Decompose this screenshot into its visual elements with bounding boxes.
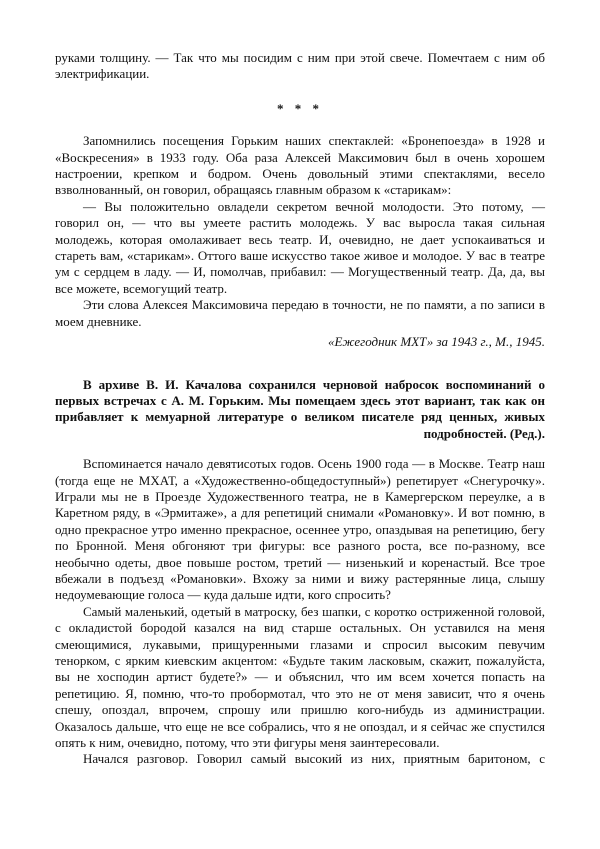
paragraph-diary-note: Эти слова Алексея Максимовича передаю в точности, не по памяти, а по записи в моем дневнике. (55, 297, 545, 329)
paragraph-memoir-beginning: Вспоминается начало девятисотых годов. Осень 1900 года — в Москве. Театр наш (тогда еще не МХАТ, а «Художественно-общедоступный») репетирует «Снегурочку». Играли мы не в Проезде Художественного театра, не в Камергерском переулке, а в Каретном ряду, в «Эрмитаже», а для репетиций снимали «Романовку». И вот помню, в одно прекрасное утро именно прекрасное, осеннее утро, опаздывая на репетицию, бегу по Бронной. Меня обгоняют три фигуры: все разного роста, все по-разному, все необычно одеты, двое повыше ростом, третий — низенький и коренастый. Все трое вбежали в подъезд «Романовки». Вхожу за ними и вижу растерянные лица, слышу недоумевающие голоса — куда дальше идти, кого спросить? (55, 456, 545, 603)
editorial-note: В архиве В. И. Качалова сохранился черновой набросок воспоминаний о первых встречах с А. М. Горьким. Мы помещаем здесь этот вариант, так как он прибавляет к мемуарной литературе о великом писателе ряд ценных, живых подробностей. (Ред.). (55, 376, 545, 441)
source-citation: «Ежегодник МХТ» за 1943 г., М., 1945. (327, 334, 545, 350)
paragraph-conversation-start: Начался разговор. Говорил самый высокий из них, приятным баритоном, с (83, 751, 545, 767)
section-separator: * * * (277, 100, 323, 116)
paragraph-gorky-quote: — Вы положительно овладели секретом вечной молодости. Это потому, — говорил он, — что вы умеете растить молодежь. У вас выросла такая сильная молодежь, которая омолаживает весь театр. И, очевидно, не дает успокаиваться и стареть вам, «старикам». Оттого ваше искусство такое живое и молодое. У вас в театре ум с сердцем в ладу. — И, помолчав, прибавил: — Могущественный театр. Да, да, вы все можете, всемогущий театр. (55, 198, 545, 296)
paragraph-smallest-man: Самый маленький, одетый в матроску, без шапки, с коротко остриженной головой, с окладистой бородой казался на вид старше остальных. Он уставился на меня смеющимися, лукавыми, прищуренными глазами и спросил высоким певучим тенорком, с ярким киевским акцентом: «Будьте таким ласковым, скажит, пожалуйста, вы не хосподин артист будете?» — и объяснил, что им всем хочется попасть на репетицию. Я, помню, что-то пробормотал, что это не от меня зависит, что я очень спешу, опоздал, впрочем, спрошу или пришлю кого-нибудь из администрации. Оказалось дальше, что еще не все собрались, что я не опоздал, и я сейчас же спустился опять к ним, очевидно, потому, что эти фигуры меня заинтересовали. (55, 603, 545, 751)
paragraph-continuation: руками толщину. — Так что мы посидим с ним при этой свече. Помечтаем с ним об электрификации. (55, 50, 545, 82)
paragraph-gorky-visits: Запомнились посещения Горьким наших спектаклей: «Бронепоезда» в 1928 и «Воскресения» в 1933 году. Оба раза Алексей Максимович был в очень хорошем настроении, крепком и бодром. Очень довольный этими спектаклями, весело взволнованный, он говорил, обращаясь главным образом к «старикам»: (55, 133, 545, 198)
